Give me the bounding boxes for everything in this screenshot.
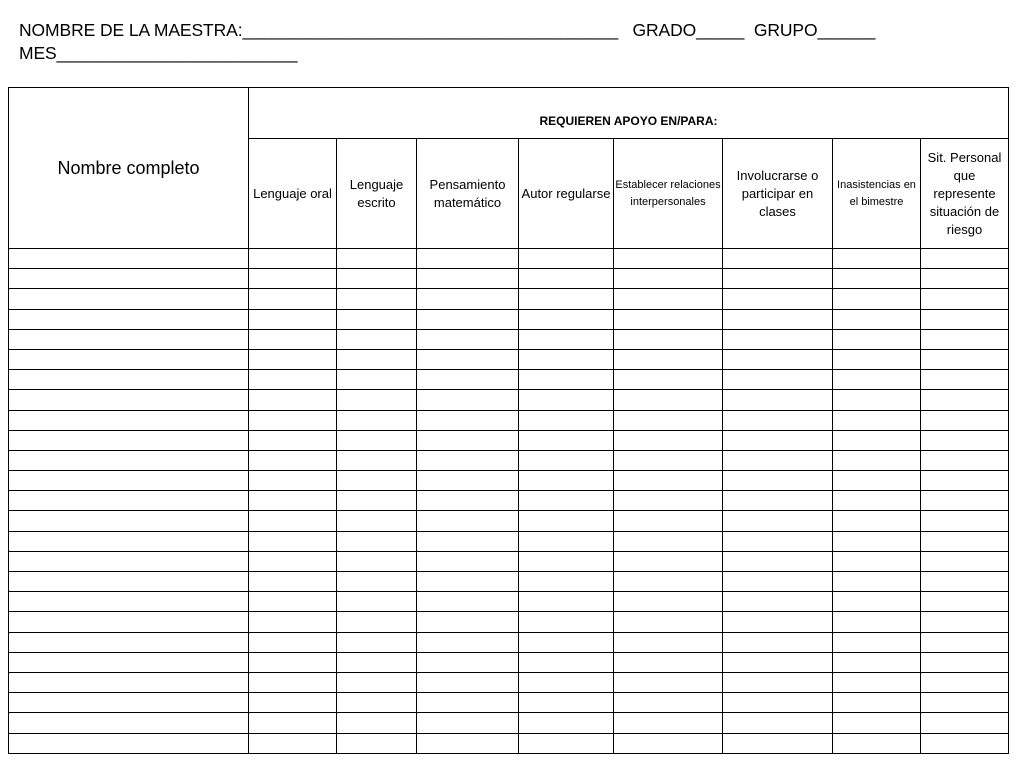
table-cell[interactable]: [921, 329, 1009, 349]
table-row: [9, 672, 1009, 692]
table-cell[interactable]: [723, 572, 833, 592]
table-cell[interactable]: [337, 672, 417, 692]
table-cell[interactable]: [417, 471, 519, 491]
table-cell[interactable]: [417, 592, 519, 612]
table-cell[interactable]: [921, 652, 1009, 672]
table-cell[interactable]: [417, 531, 519, 551]
table-cell[interactable]: [417, 713, 519, 733]
table-cell[interactable]: [921, 410, 1009, 430]
student-name-cell[interactable]: [9, 713, 249, 733]
table-cell[interactable]: [833, 511, 921, 531]
table-cell[interactable]: [519, 612, 614, 632]
col-header-involucrarse: Involucrarse o participar en clases: [723, 139, 833, 249]
table-cell[interactable]: [614, 733, 723, 753]
table-cell[interactable]: [921, 289, 1009, 309]
table-row: [9, 269, 1009, 289]
table-cell[interactable]: [723, 632, 833, 652]
table-cell[interactable]: [519, 531, 614, 551]
table-cell[interactable]: [337, 612, 417, 632]
table-cell[interactable]: [519, 430, 614, 450]
table-cell[interactable]: [337, 511, 417, 531]
table-cell[interactable]: [723, 450, 833, 470]
student-name-cell[interactable]: [9, 410, 249, 430]
table-cell[interactable]: [519, 370, 614, 390]
table-cell[interactable]: [614, 652, 723, 672]
table-cell[interactable]: [921, 269, 1009, 289]
support-needs-table: [8, 87, 1009, 754]
student-name-cell[interactable]: [9, 693, 249, 713]
table-cell[interactable]: [519, 713, 614, 733]
table-cell[interactable]: [833, 551, 921, 571]
table-cell[interactable]: [249, 269, 337, 289]
table-cell[interactable]: [921, 511, 1009, 531]
table-cell[interactable]: [723, 349, 833, 369]
table-cell[interactable]: [337, 531, 417, 551]
table-body: [9, 249, 1009, 754]
table-cell[interactable]: [921, 370, 1009, 390]
table-cell[interactable]: [417, 450, 519, 470]
table-cell[interactable]: [519, 632, 614, 652]
table-row: [9, 249, 1009, 269]
student-name-cell[interactable]: [9, 592, 249, 612]
table-cell[interactable]: [417, 672, 519, 692]
table-cell[interactable]: [249, 410, 337, 430]
table-cell[interactable]: [833, 410, 921, 430]
table-cell[interactable]: [921, 450, 1009, 470]
student-name-cell[interactable]: [9, 309, 249, 329]
student-name-cell[interactable]: [9, 289, 249, 309]
student-name-cell[interactable]: [9, 652, 249, 672]
table-cell[interactable]: [921, 309, 1009, 329]
table-cell[interactable]: [723, 551, 833, 571]
table-cell[interactable]: [249, 713, 337, 733]
table-row: [9, 491, 1009, 511]
table-cell[interactable]: [519, 511, 614, 531]
table-row: [9, 329, 1009, 349]
table-cell[interactable]: [417, 551, 519, 571]
table-row: [9, 390, 1009, 410]
table-cell[interactable]: [519, 249, 614, 269]
table-cell[interactable]: [249, 632, 337, 652]
table-cell[interactable]: [723, 309, 833, 329]
table-cell[interactable]: [723, 249, 833, 269]
table-cell[interactable]: [723, 592, 833, 612]
table-row: [9, 309, 1009, 329]
table-cell[interactable]: [614, 329, 723, 349]
table-cell[interactable]: [921, 249, 1009, 269]
table-cell[interactable]: [249, 511, 337, 531]
table-cell[interactable]: [921, 733, 1009, 753]
table-cell[interactable]: [417, 511, 519, 531]
table-row: [9, 592, 1009, 612]
student-name-cell[interactable]: [9, 612, 249, 632]
table-cell[interactable]: [723, 612, 833, 632]
table-cell[interactable]: [249, 370, 337, 390]
table-cell[interactable]: [921, 349, 1009, 369]
table-cell[interactable]: [723, 329, 833, 349]
table-cell[interactable]: [833, 612, 921, 632]
table-cell[interactable]: [833, 652, 921, 672]
table-cell[interactable]: [519, 672, 614, 692]
table-cell[interactable]: [519, 471, 614, 491]
table-cell[interactable]: [833, 370, 921, 390]
table-cell[interactable]: [519, 693, 614, 713]
support-group-header: REQUIEREN APOYO EN/PARA:: [249, 88, 1009, 139]
table-row: [9, 531, 1009, 551]
table-cell[interactable]: [337, 329, 417, 349]
table-row: [9, 410, 1009, 430]
table-cell[interactable]: [519, 733, 614, 753]
table-cell[interactable]: [723, 652, 833, 672]
table-cell[interactable]: [723, 511, 833, 531]
table-row: [9, 450, 1009, 470]
table-cell[interactable]: [417, 349, 519, 369]
table-cell[interactable]: [417, 410, 519, 430]
student-name-cell[interactable]: [9, 349, 249, 369]
table-cell[interactable]: [614, 491, 723, 511]
table-cell[interactable]: [723, 289, 833, 309]
table-cell[interactable]: [519, 450, 614, 470]
table-cell[interactable]: [833, 430, 921, 450]
table-cell[interactable]: [833, 491, 921, 511]
table-cell[interactable]: [249, 733, 337, 753]
table-cell[interactable]: [921, 430, 1009, 450]
table-cell[interactable]: [417, 491, 519, 511]
table-cell[interactable]: [614, 551, 723, 571]
table-cell[interactable]: [614, 693, 723, 713]
table-cell[interactable]: [519, 390, 614, 410]
table-row: [9, 471, 1009, 491]
table-cell[interactable]: [249, 672, 337, 692]
table-cell[interactable]: [417, 572, 519, 592]
table-cell[interactable]: [614, 390, 723, 410]
table-cell[interactable]: [337, 450, 417, 470]
table-cell[interactable]: [614, 309, 723, 329]
table-cell[interactable]: [249, 309, 337, 329]
student-name-cell[interactable]: [9, 551, 249, 571]
table-cell[interactable]: [723, 733, 833, 753]
col-header-relaciones-interpersonales: Establecer relaciones interpersonales: [614, 139, 723, 249]
table-cell[interactable]: [337, 370, 417, 390]
table-cell[interactable]: [614, 713, 723, 733]
table-cell[interactable]: [417, 733, 519, 753]
table-cell[interactable]: [249, 349, 337, 369]
table-cell[interactable]: [833, 289, 921, 309]
student-name-cell[interactable]: [9, 491, 249, 511]
table-cell[interactable]: [519, 349, 614, 369]
table-cell[interactable]: [614, 612, 723, 632]
table-row: [9, 612, 1009, 632]
table-cell[interactable]: [614, 269, 723, 289]
table-row: [9, 430, 1009, 450]
table-cell[interactable]: [723, 693, 833, 713]
table-cell[interactable]: [614, 531, 723, 551]
table-cell[interactable]: [337, 592, 417, 612]
student-name-cell[interactable]: [9, 471, 249, 491]
table-row: [9, 511, 1009, 531]
table-cell[interactable]: [723, 471, 833, 491]
col-header-situacion-riesgo: Sit. Personal que represente situación de riesgo: [921, 139, 1009, 249]
table-cell[interactable]: [519, 592, 614, 612]
table-cell[interactable]: [337, 713, 417, 733]
table-cell[interactable]: [417, 612, 519, 632]
student-name-cell[interactable]: [9, 733, 249, 753]
table-cell[interactable]: [833, 592, 921, 612]
table-cell[interactable]: [833, 733, 921, 753]
table-cell[interactable]: [833, 572, 921, 592]
table-cell[interactable]: [249, 289, 337, 309]
table-cell[interactable]: [337, 269, 417, 289]
student-name-cell[interactable]: [9, 370, 249, 390]
table-cell[interactable]: [614, 592, 723, 612]
table-cell[interactable]: [921, 491, 1009, 511]
table-cell[interactable]: [337, 733, 417, 753]
table-cell[interactable]: [417, 390, 519, 410]
table-row: [9, 693, 1009, 713]
table-cell[interactable]: [921, 632, 1009, 652]
table-cell[interactable]: [614, 430, 723, 450]
table-cell[interactable]: [723, 713, 833, 733]
table-cell[interactable]: [614, 672, 723, 692]
table-cell[interactable]: [833, 390, 921, 410]
table-cell[interactable]: [833, 249, 921, 269]
col-header-lenguaje-oral: Lenguaje oral: [249, 139, 337, 249]
table-cell[interactable]: [337, 289, 417, 309]
teacher-grade-group-line: NOMBRE DE LA MAESTRA:_______________________________________ GRADO_____ GRUPO______: [19, 20, 876, 40]
table-cell[interactable]: [337, 652, 417, 672]
table-cell[interactable]: [417, 632, 519, 652]
table-cell[interactable]: [417, 289, 519, 309]
table-cell[interactable]: [417, 329, 519, 349]
table-cell[interactable]: [337, 309, 417, 329]
col-header-inasistencias: Inasistencias en el bimestre: [833, 139, 921, 249]
table-cell[interactable]: [833, 269, 921, 289]
table-cell[interactable]: [337, 471, 417, 491]
table-row: [9, 733, 1009, 753]
table-cell[interactable]: [337, 349, 417, 369]
table-cell[interactable]: [249, 612, 337, 632]
table-cell[interactable]: [337, 410, 417, 430]
student-name-cell[interactable]: [9, 430, 249, 450]
table-cell[interactable]: [337, 390, 417, 410]
table-cell[interactable]: [833, 531, 921, 551]
table-cell[interactable]: [614, 249, 723, 269]
student-name-cell[interactable]: [9, 511, 249, 531]
table-cell[interactable]: [249, 390, 337, 410]
table-cell[interactable]: [921, 713, 1009, 733]
table-cell[interactable]: [519, 269, 614, 289]
table-row: [9, 713, 1009, 733]
table-cell[interactable]: [417, 309, 519, 329]
student-name-cell[interactable]: [9, 390, 249, 410]
table-cell[interactable]: [614, 572, 723, 592]
table-cell[interactable]: [519, 309, 614, 329]
student-name-cell[interactable]: [9, 572, 249, 592]
table-cell[interactable]: [417, 249, 519, 269]
table-cell[interactable]: [249, 592, 337, 612]
table-cell[interactable]: [249, 329, 337, 349]
table-row: [9, 370, 1009, 390]
table-cell[interactable]: [614, 370, 723, 390]
table-cell[interactable]: [723, 410, 833, 430]
col-header-lenguaje-escrito: Lenguaje escrito: [337, 139, 417, 249]
table-cell[interactable]: [249, 693, 337, 713]
table-cell[interactable]: [921, 390, 1009, 410]
table-cell[interactable]: [249, 430, 337, 450]
table-cell[interactable]: [614, 410, 723, 430]
table-cell[interactable]: [723, 672, 833, 692]
table-cell[interactable]: [921, 572, 1009, 592]
table-cell[interactable]: [249, 531, 337, 551]
table-cell[interactable]: [249, 450, 337, 470]
table-row: [9, 632, 1009, 652]
table-cell[interactable]: [833, 471, 921, 491]
table-cell[interactable]: [921, 471, 1009, 491]
table-cell[interactable]: [417, 693, 519, 713]
student-name-cell[interactable]: [9, 329, 249, 349]
table-cell[interactable]: [833, 349, 921, 369]
table-cell[interactable]: [249, 551, 337, 571]
table-cell[interactable]: [417, 269, 519, 289]
table-cell[interactable]: [417, 652, 519, 672]
student-name-cell[interactable]: [9, 450, 249, 470]
table-cell[interactable]: [614, 511, 723, 531]
student-name-cell[interactable]: [9, 269, 249, 289]
table-cell[interactable]: [337, 632, 417, 652]
table-cell[interactable]: [417, 370, 519, 390]
month-line: MES_________________________: [19, 43, 298, 63]
table-cell[interactable]: [519, 329, 614, 349]
table-cell[interactable]: [337, 693, 417, 713]
table-cell[interactable]: [519, 572, 614, 592]
table-cell[interactable]: [337, 491, 417, 511]
table-cell[interactable]: [614, 471, 723, 491]
table-cell[interactable]: [921, 531, 1009, 551]
col-header-pensamiento-matematico: Pensamiento matemático: [417, 139, 519, 249]
table-cell[interactable]: [249, 572, 337, 592]
table-cell[interactable]: [337, 572, 417, 592]
table-cell[interactable]: [723, 491, 833, 511]
table-cell[interactable]: [833, 672, 921, 692]
table-cell[interactable]: [921, 672, 1009, 692]
table-cell[interactable]: [614, 450, 723, 470]
table-row: [9, 572, 1009, 592]
table-row: [9, 551, 1009, 571]
table-cell[interactable]: [614, 289, 723, 309]
table-cell[interactable]: [337, 430, 417, 450]
student-name-cell[interactable]: [9, 672, 249, 692]
col-header-autor-regularse: Autor regularse: [519, 139, 614, 249]
table-cell[interactable]: [723, 370, 833, 390]
table-cell[interactable]: [519, 410, 614, 430]
table-cell[interactable]: [249, 471, 337, 491]
table-cell[interactable]: [833, 632, 921, 652]
table-cell[interactable]: [337, 249, 417, 269]
table-cell[interactable]: [519, 551, 614, 571]
table-cell[interactable]: [921, 612, 1009, 632]
table-cell[interactable]: [614, 632, 723, 652]
table-row: [9, 652, 1009, 672]
table-cell[interactable]: [921, 693, 1009, 713]
table-cell[interactable]: [921, 592, 1009, 612]
table-cell[interactable]: [723, 430, 833, 450]
table-cell[interactable]: [417, 430, 519, 450]
table-row: [9, 349, 1009, 369]
student-name-cell[interactable]: [9, 249, 249, 269]
form-header: [19, 19, 1009, 65]
table-cell[interactable]: [833, 713, 921, 733]
name-column-header: Nombre completo: [9, 88, 249, 249]
table-cell[interactable]: [519, 289, 614, 309]
table-cell[interactable]: [723, 390, 833, 410]
table-cell[interactable]: [833, 450, 921, 470]
table-cell[interactable]: [723, 531, 833, 551]
table-cell[interactable]: [249, 652, 337, 672]
table-cell[interactable]: [519, 652, 614, 672]
table-cell[interactable]: [337, 551, 417, 571]
student-name-cell[interactable]: [9, 531, 249, 551]
table-cell[interactable]: [723, 269, 833, 289]
student-name-cell[interactable]: [9, 632, 249, 652]
table-cell[interactable]: [614, 349, 723, 369]
table-cell[interactable]: [249, 249, 337, 269]
table-cell[interactable]: [519, 491, 614, 511]
table-cell[interactable]: [921, 551, 1009, 571]
table-cell[interactable]: [249, 491, 337, 511]
table-cell[interactable]: [833, 693, 921, 713]
table-row: [9, 289, 1009, 309]
table-cell[interactable]: [833, 309, 921, 329]
table-cell[interactable]: [833, 329, 921, 349]
